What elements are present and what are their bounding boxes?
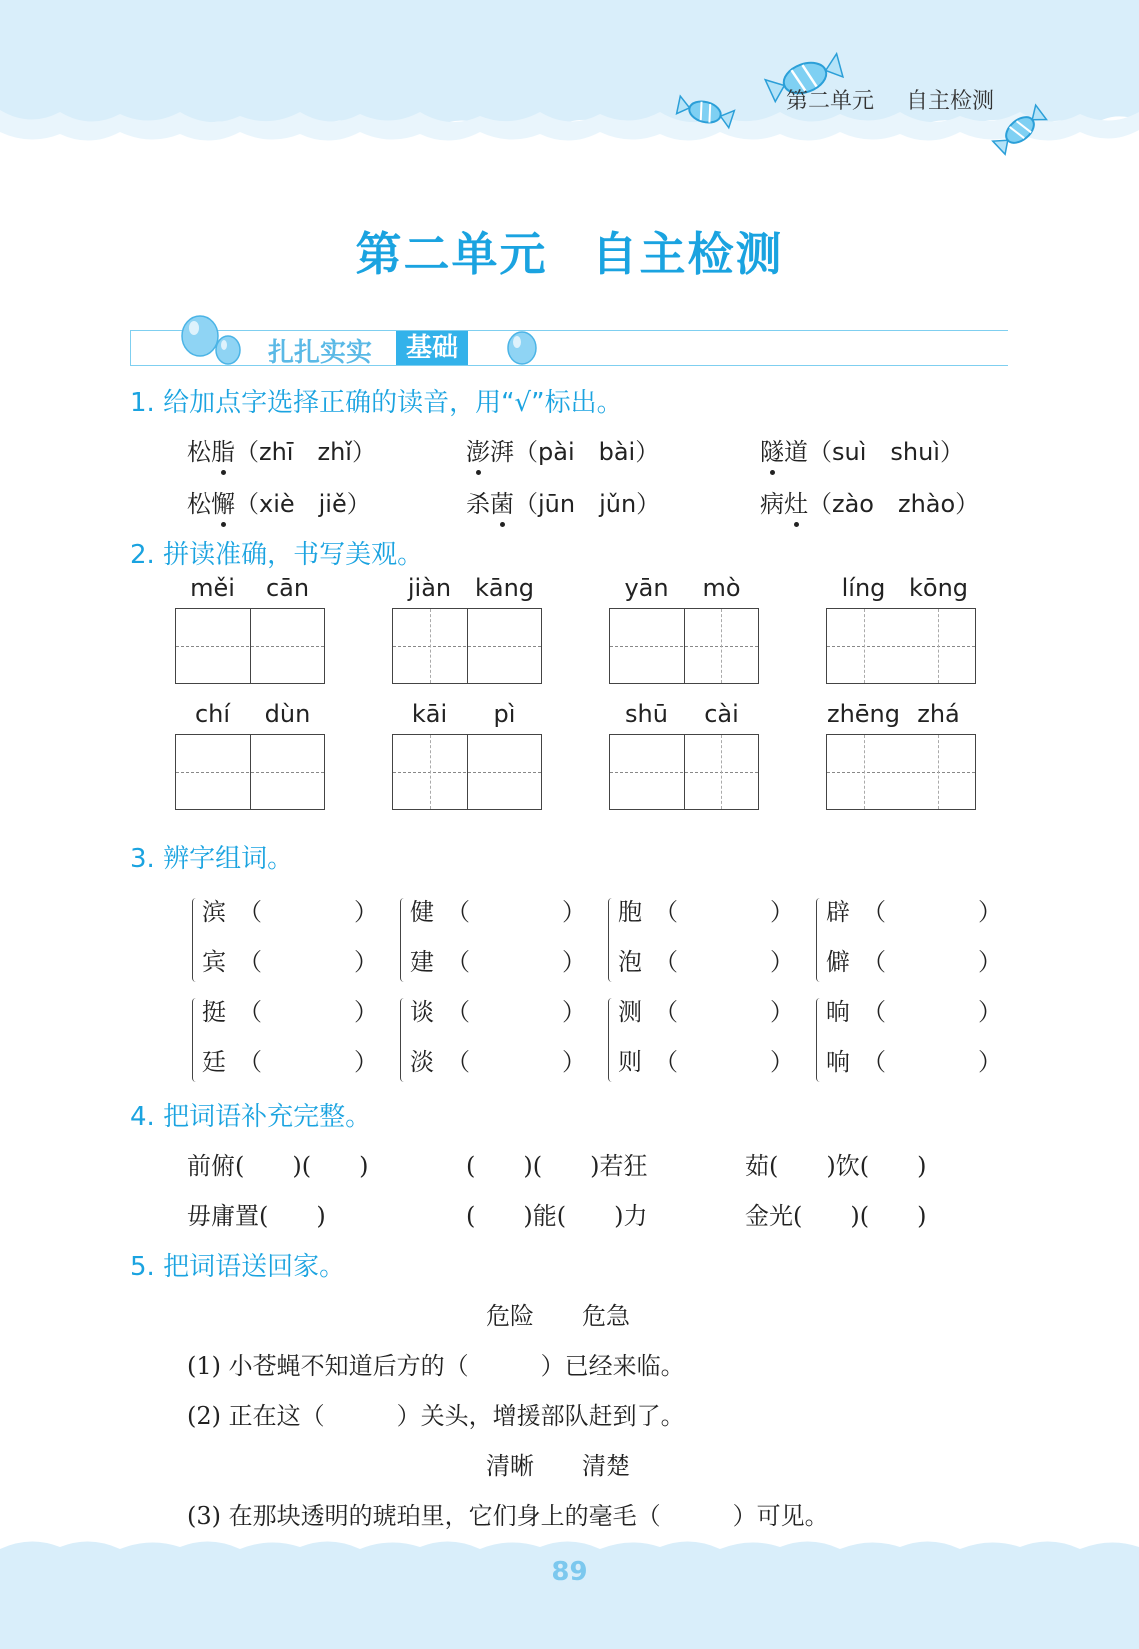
sentence-1: (1) 小苍蝇不知道后方的（ ）已经来临。 (187, 1352, 685, 1380)
section-banner (130, 330, 1008, 366)
sentence-2: (2) 正在这（ ）关头，增援部队赶到了。 (187, 1402, 685, 1430)
footer-wave-band (0, 1535, 1139, 1649)
char-pair: 辟 （ ） 僻 （ ） (816, 892, 1036, 988)
question-4-heading: 4. 把词语补充完整。 (130, 1102, 372, 1132)
title-unit: 第二单元 (355, 227, 548, 281)
sentence-3: (3) 在那块透明的琥珀里，它们身上的毫毛（ ）可见。 (187, 1502, 829, 1530)
char-pair: 谈 （ ） 淡 （ ） (400, 992, 620, 1088)
writing-grid[interactable] (175, 734, 325, 810)
char-pair: 滨 （ ） 宾 （ ） (192, 892, 412, 988)
q1-item-2: 澎湃（pài bài） (466, 432, 659, 467)
char-pair: 测 （ ） 则 （ ） (608, 992, 828, 1088)
idiom-item: 金光( )( ) (745, 1202, 927, 1230)
page-title (0, 218, 1139, 284)
writing-grid[interactable] (826, 608, 976, 684)
writing-grid[interactable] (609, 734, 759, 810)
page-number: 89 (551, 1557, 588, 1587)
q1-item-1: 松脂（zhī zhǐ） (187, 432, 376, 467)
writing-grid[interactable] (609, 608, 759, 684)
header-section: 自主检测 (906, 89, 995, 114)
q1-item-6: 病灶（zào zhào） (760, 484, 979, 519)
word-group-2: 清晰 清楚 (486, 1452, 630, 1480)
idiom-item: 毋庸置( ) (187, 1202, 326, 1230)
question-1-heading: 1. 给加点字选择正确的读音，用“√”标出。 (130, 388, 623, 418)
banner-text: 扎扎实实 (268, 338, 373, 368)
header-unit: 第二单元 (786, 89, 875, 114)
writing-grid[interactable] (175, 608, 325, 684)
idiom-item: ( )能( )力 (466, 1202, 648, 1230)
question-5-heading: 5. 把词语送回家。 (130, 1252, 346, 1282)
question-3-heading: 3. 辨字组词。 (130, 844, 294, 874)
idiom-item: 茹( )饮( ) (745, 1152, 927, 1180)
header-wave-band (0, 0, 1139, 160)
char-pair: 健 （ ） 建 （ ） (400, 892, 620, 988)
balloon-icon (502, 326, 542, 370)
balloon-icon (170, 310, 260, 370)
writing-grid[interactable] (392, 734, 542, 810)
char-pair: 胞 （ ） 泡 （ ） (608, 892, 828, 988)
banner-tag: 基础 (396, 331, 468, 365)
idiom-item: 前俯( )( ) (187, 1152, 369, 1180)
q1-item-3: 隧道（suì shuì） (760, 432, 964, 467)
q1-item-4: 松懈（xiè jiě） (187, 484, 371, 519)
writing-grid[interactable] (826, 734, 976, 810)
title-section: 自主检测 (591, 227, 784, 281)
word-group-1: 危险 危急 (486, 1302, 630, 1330)
idiom-item: ( )( )若狂 (466, 1152, 648, 1180)
q1-item-5: 杀菌（jūn jǔn） (466, 484, 660, 519)
char-pair: 晌 （ ） 响 （ ） (816, 992, 1036, 1088)
char-pair: 挺 （ ） 廷 （ ） (192, 992, 412, 1088)
question-2-heading: 2. 拼读准确，书写美观。 (130, 540, 424, 570)
writing-grid[interactable] (392, 608, 542, 684)
